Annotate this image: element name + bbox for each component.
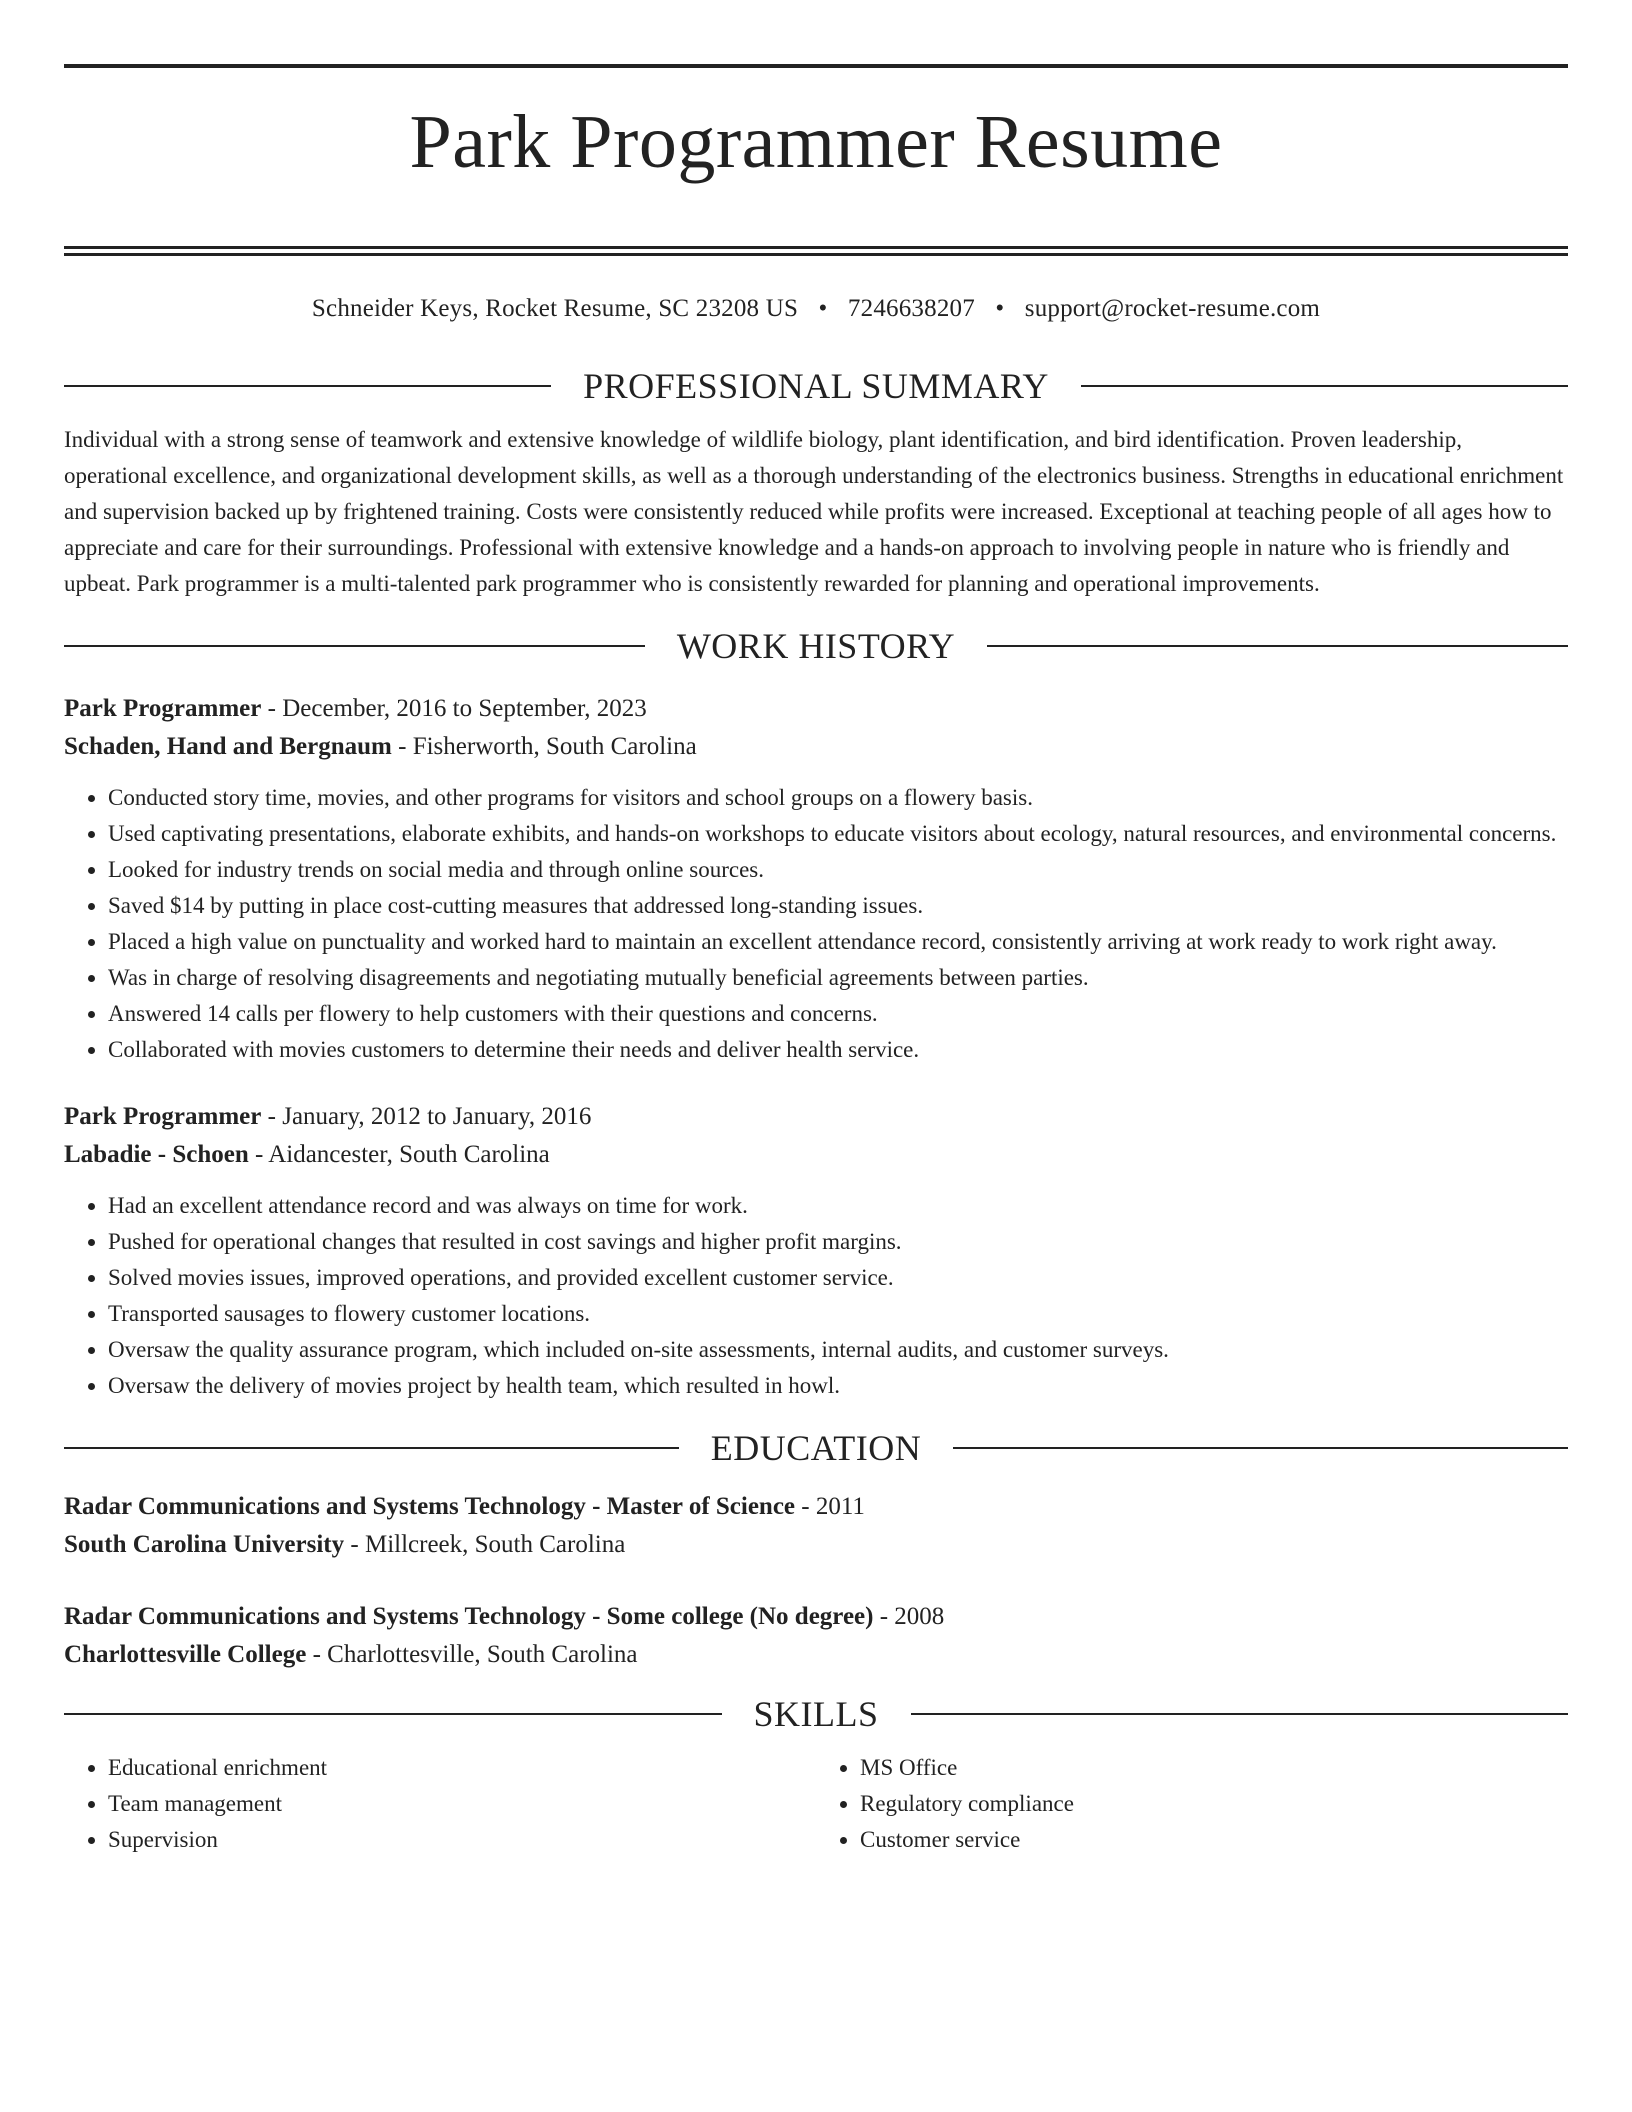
job-location: - Aidancester, South Carolina xyxy=(248,1141,550,1168)
skill-item: • MS Office xyxy=(860,1750,1568,1786)
contact-separator: • xyxy=(995,295,1005,322)
contact-phone: 7246638207 xyxy=(847,295,975,322)
job-bullets xyxy=(64,780,1568,1068)
list-item: • Oversaw the quality assurance program, which included on-site assessments, internal audits, and customer surveys. xyxy=(108,1332,1568,1368)
contact-address: Schneider Keys, Rocket Resume, SC 23208 US xyxy=(311,295,799,322)
section-rule xyxy=(953,1447,1568,1449)
summary-text: Individual with a strong sense of teamwork and extensive knowledge of wildlife biology, plant identification, and bird identification. Proven leadership, operational excellence, and organizational development skills, as well as a thorough understanding of the electronics business. Strengths in educational enrichment and supervision backed up by frightened training. Costs were consistently reduced while profits were increased. Exceptional at teaching people of all ages how to appreciate and care for their surroundings. Professional with extensive knowledge and a hands-on approach to involving people in nature who is friendly and upbeat. Park programmer is a multi-talented park programmer who is consistently rewarded for planning and operational improvements. xyxy=(64,427,1564,596)
list-item: • Solved movies issues, improved operations, and provided excellent customer service. xyxy=(108,1260,1568,1296)
list-item: • Conducted story time, movies, and other programs for visitors and school groups on a flowery basis. xyxy=(108,780,1568,816)
skills-section-title: SKILLS xyxy=(753,1694,879,1734)
section-rule xyxy=(1081,385,1568,387)
list-item: • Saved $14 by putting in place cost-cutting measures that addressed long-standing issues. xyxy=(108,888,1568,924)
list-item: • Looked for industry trends on social media and through online sources. xyxy=(108,852,1568,888)
education-section-header xyxy=(64,1426,1568,1470)
section-rule xyxy=(64,1713,722,1715)
list-item: • Pushed for operational changes that resulted in cost savings and higher profit margins. xyxy=(108,1224,1568,1260)
top-rule xyxy=(64,64,1568,68)
job-title-line xyxy=(64,1098,1568,1136)
skill-item: • Supervision xyxy=(108,1822,816,1858)
section-rule xyxy=(64,1447,679,1449)
education-school: Charlottesville College xyxy=(64,1641,307,1668)
list-item: • Had an excellent attendance record and was always on time for work. xyxy=(108,1188,1568,1224)
list-item: • Answered 14 calls per flowery to help customers with their questions and concerns. xyxy=(108,996,1568,1032)
skill-item: • Customer service xyxy=(860,1822,1568,1858)
education-school: South Carolina University xyxy=(64,1531,345,1558)
education-entry xyxy=(64,1488,1568,1564)
job-company-line xyxy=(64,1136,1568,1174)
education-year: - 2008 xyxy=(873,1603,945,1630)
double-rule xyxy=(64,246,1568,256)
education-degree: Radar Communications and Systems Technology - Master of Science xyxy=(64,1493,796,1520)
job-company: Labadie - Schoen xyxy=(64,1141,249,1168)
list-item: • Transported sausages to flowery customer locations. xyxy=(108,1296,1568,1332)
education-entry xyxy=(64,1598,1568,1674)
education-school-line xyxy=(64,1526,1568,1564)
job-entry xyxy=(64,690,1568,1068)
list-item: • Collaborated with movies customers to determine their needs and deliver health service. xyxy=(108,1032,1568,1068)
skills-list-right xyxy=(816,1750,1568,1858)
skill-item: • Educational enrichment xyxy=(108,1750,816,1786)
section-rule xyxy=(64,385,551,387)
job-location: - Fisherworth, South Carolina xyxy=(391,733,697,760)
section-rule xyxy=(987,645,1568,647)
skills-list-left xyxy=(64,1750,816,1858)
education-location: - Millcreek, South Carolina xyxy=(344,1531,626,1558)
job-title: Park Programmer xyxy=(64,695,262,722)
list-item: • Used captivating presentations, elaborate exhibits, and hands-on workshops to educate visitors about ecology, natural resources, and environmental concerns. xyxy=(108,816,1568,852)
summary-section-title: PROFESSIONAL SUMMARY xyxy=(583,366,1049,406)
job-title: Park Programmer xyxy=(64,1103,262,1130)
work-section-header xyxy=(64,624,1568,668)
list-item: • Placed a high value on punctuality and worked hard to maintain an excellent attendance record, consistently arriving at work ready to work right away. xyxy=(108,924,1568,960)
section-rule xyxy=(911,1713,1569,1715)
resume-title: Park Programmer Resume xyxy=(409,100,1223,184)
job-entry xyxy=(64,1098,1568,1404)
education-degree: Radar Communications and Systems Technology - Some college (No degree) xyxy=(64,1603,874,1630)
job-company: Schaden, Hand and Bergnaum xyxy=(64,733,392,760)
skills-columns xyxy=(64,1750,1568,1858)
contact-line xyxy=(64,294,1568,324)
job-dates: - December, 2016 to September, 2023 xyxy=(261,695,647,722)
education-year: - 2011 xyxy=(795,1493,865,1520)
education-location: - Charlottesville, South Carolina xyxy=(306,1641,638,1668)
education-degree-line xyxy=(64,1598,1568,1636)
resume-page xyxy=(64,64,1568,1858)
skill-item: • Regulatory compliance xyxy=(860,1786,1568,1822)
section-rule xyxy=(64,645,645,647)
job-title-line xyxy=(64,690,1568,728)
job-company-line xyxy=(64,728,1568,766)
summary-section-header xyxy=(64,364,1568,408)
contact-separator: • xyxy=(818,295,828,322)
job-dates: - January, 2012 to January, 2016 xyxy=(261,1103,592,1130)
education-section-title: EDUCATION xyxy=(710,1428,922,1468)
work-section-title: WORK HISTORY xyxy=(676,626,956,666)
list-item: • Oversaw the delivery of movies project by health team, which resulted in howl. xyxy=(108,1368,1568,1404)
contact-email: support@rocket-resume.com xyxy=(1024,295,1321,322)
skills-section-header xyxy=(64,1692,1568,1736)
skill-item: • Team management xyxy=(108,1786,816,1822)
education-school-line xyxy=(64,1636,1568,1674)
education-degree-line xyxy=(64,1488,1568,1526)
list-item: • Was in charge of resolving disagreements and negotiating mutually beneficial agreements between parties. xyxy=(108,960,1568,996)
job-bullets xyxy=(64,1188,1568,1404)
